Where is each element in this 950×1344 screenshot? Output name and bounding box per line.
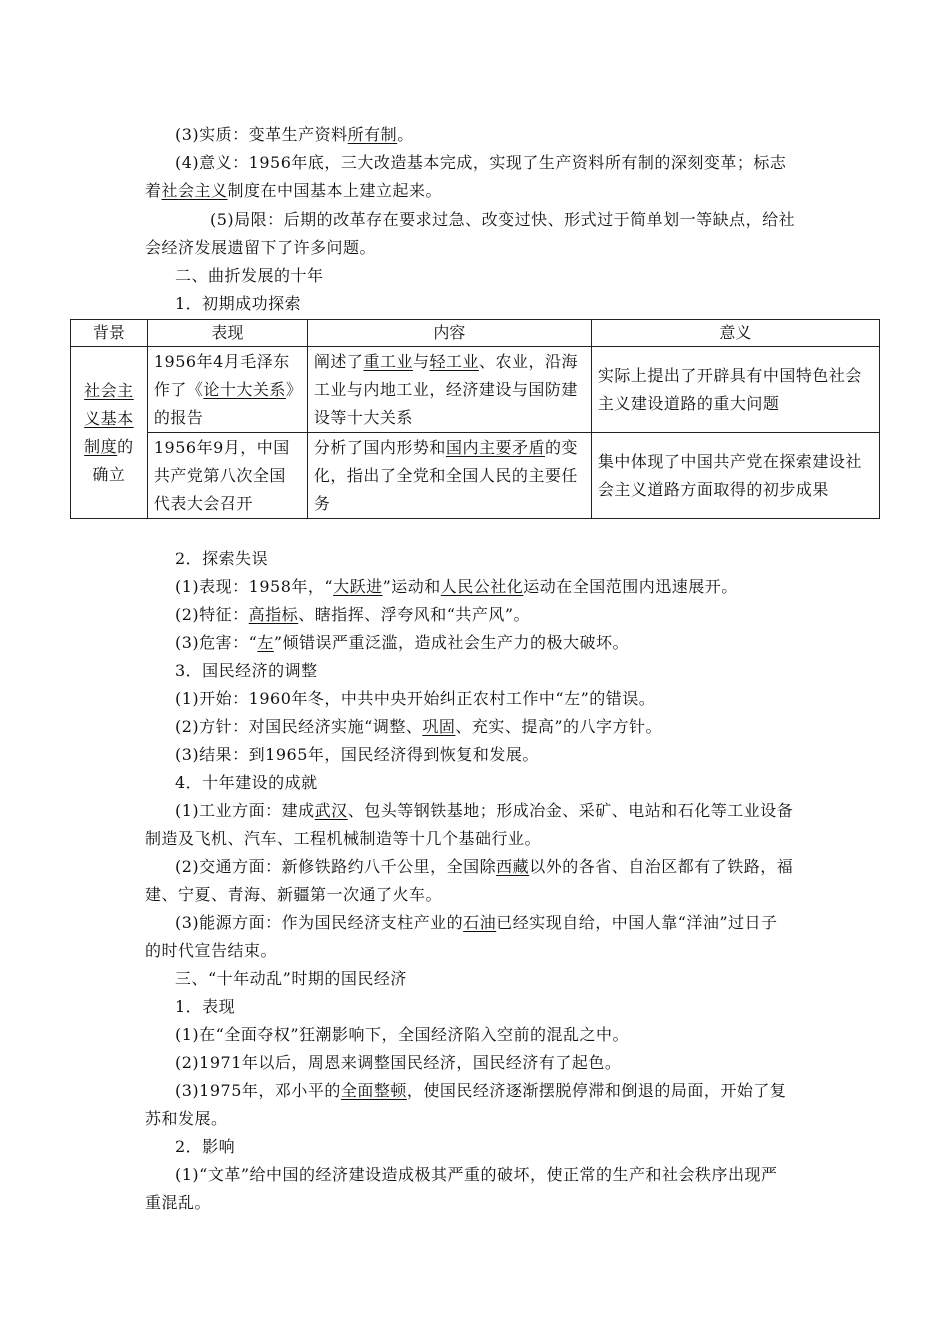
- underlined-keyword: 重工业: [363, 351, 413, 371]
- text-segment: 建、宁夏、青海、新疆第一次通了火车。: [145, 885, 443, 904]
- text-segment: 已经实现自给，中国人靠“洋油”过日子: [496, 913, 778, 932]
- underlined-keyword: 西藏: [496, 857, 530, 876]
- text-segment: 制造及飞机、汽车、工程机械制造等十几个基础行业。: [145, 829, 542, 848]
- table-row: [71, 433, 880, 519]
- header-content: 内容: [307, 320, 591, 347]
- text-segment: 着: [145, 181, 162, 200]
- text-line: [175, 1137, 235, 1157]
- text-line: [145, 885, 442, 905]
- significance-cell: [591, 433, 879, 519]
- text-segment: 、农业，沿海工业与内地工业，经济建设与国防建设等十大关系: [313, 351, 578, 427]
- underlined-keyword: 国内主要矛盾: [445, 437, 545, 457]
- text-line: [175, 913, 778, 933]
- underlined-keyword: 轻工业: [429, 351, 479, 371]
- header-significance: 意义: [591, 320, 879, 347]
- text-segment: 。: [397, 125, 414, 144]
- text-segment: (1)在“全面夺权”狂潮影响下，全国经济陷入空前的混乱之中。: [175, 1025, 630, 1044]
- underlined-keyword: 武汉: [314, 801, 348, 820]
- text-segment: 1956年9月，中国共产党第八次全国代表大会召开: [153, 437, 290, 513]
- text-segment: 2．探索失误: [175, 549, 269, 568]
- text-line: [175, 1081, 786, 1101]
- underlined-keyword: 论十大关系: [203, 379, 286, 399]
- text-segment: (3)结果：到1965年，国民经济得到恢复和发展。: [175, 745, 539, 764]
- background-cell: [71, 347, 148, 519]
- text-segment: 重混乱。: [145, 1193, 212, 1212]
- text-segment: 会经济发展遗留下了许多问题。: [145, 238, 377, 257]
- exploration-table: [70, 319, 880, 519]
- text-segment: 、瞎指挥、浮夸风和“共产风”。: [298, 605, 531, 624]
- text-line: [145, 829, 541, 849]
- text-line: [175, 153, 786, 173]
- underlined-keyword: 石油: [463, 913, 497, 932]
- text-segment: (3)1975年，邓小平的: [175, 1081, 341, 1100]
- text-line: [145, 181, 442, 201]
- underlined-keyword: 巩固: [422, 717, 456, 736]
- text-line: [175, 1025, 629, 1045]
- text-segment: 4．十年建设的成就: [175, 773, 318, 792]
- underlined-keyword: 左: [257, 633, 274, 652]
- text-line: [210, 210, 795, 230]
- text-segment: ，使国民经济逐渐摆脱停滞和倒退的局面，开始了复: [406, 1081, 787, 1100]
- text-line: [175, 717, 662, 737]
- expression-cell: [147, 347, 307, 433]
- text-segment: (1)“文革”给中国的经济建设造成极其严重的破坏，使正常的生产和社会秩序出现严: [175, 1165, 778, 1184]
- text-segment: 、包头等钢铁基地；形成冶金、采矿、电站和石化等工业设备: [347, 801, 794, 820]
- text-segment: (4)意义：1956年底，三大改造基本完成，实现了生产资料所有制的深刻变革；标志: [175, 153, 787, 172]
- text-segment: 1956年4月毛泽东作了《: [153, 351, 290, 399]
- expression-cell: [147, 433, 307, 519]
- text-segment: 、充实、提高”的八字方针。: [455, 717, 663, 736]
- text-segment: 3．国民经济的调整: [175, 661, 318, 680]
- text-segment: 阐述了: [313, 351, 364, 371]
- text-line: [175, 266, 324, 286]
- underlined-keyword: 人民公社化: [440, 577, 524, 596]
- significance-cell: [591, 347, 879, 433]
- text-line: [175, 969, 407, 989]
- text-segment: 1．表现: [175, 997, 236, 1016]
- text-line: [175, 125, 414, 145]
- header-expression: 表现: [147, 320, 307, 347]
- text-segment: 》的报告: [153, 379, 295, 427]
- underlined-keyword: 大跃进: [333, 577, 383, 596]
- underlined-keyword: 社会主义基本制度: [84, 380, 134, 456]
- text-segment: 2．影响: [175, 1137, 236, 1156]
- text-line: [145, 1193, 211, 1213]
- text-line: [175, 605, 530, 625]
- text-segment: (3)危害：“: [175, 633, 258, 652]
- text-segment: (1)表现：1958年，“: [175, 577, 334, 596]
- text-line: [175, 773, 318, 793]
- text-segment: 的确立: [92, 436, 134, 484]
- text-segment: (2)交通方面：新修铁路约八千公里，全国除: [175, 857, 497, 876]
- text-segment: (3)能源方面：作为国民经济支柱产业的: [175, 913, 464, 932]
- text-line: [175, 633, 629, 653]
- text-segment: 的变化，指出了全党和全国人民的主要任务: [313, 437, 578, 513]
- text-line: [175, 689, 655, 709]
- text-segment: 制度在中国基本上建立起来。: [227, 181, 443, 200]
- text-segment: ”倾错误严重泛滥，造成社会生产力的极大破坏。: [273, 633, 630, 652]
- underlined-keyword: 所有制: [347, 125, 398, 144]
- text-line: [175, 1053, 621, 1073]
- underlined-keyword: 高指标: [248, 605, 299, 624]
- text-line: [175, 294, 301, 314]
- text-segment: ”运动和: [382, 577, 441, 596]
- text-segment: (2)方针：对国民经济实施“调整、: [175, 717, 423, 736]
- text-segment: 运动在全国范围内迅速展开。: [523, 577, 738, 596]
- text-line: [175, 577, 738, 597]
- text-line: [175, 997, 235, 1017]
- text-segment: 分析了国内形势和: [313, 437, 446, 457]
- text-line: [145, 941, 277, 961]
- text-line: [175, 801, 793, 821]
- text-segment: (3)实质：变革生产资料: [175, 125, 348, 144]
- text-segment: (5)局限：后期的改革存在要求过急、改变过快、形式过于简单划一等缺点，给社: [210, 210, 796, 229]
- text-segment: 集中体现了中国共产党在探索建设社会主义道路方面取得的初步成果: [597, 451, 862, 499]
- text-segment: (2)1971年以后，周恩来调整国民经济，国民经济有了起色。: [175, 1053, 622, 1072]
- text-line: [175, 745, 539, 765]
- text-segment: 以外的各省、自治区都有了铁路，福: [529, 857, 794, 876]
- text-segment: 三、“十年动乱”时期的国民经济: [175, 969, 407, 988]
- text-segment: (2)特征：: [175, 605, 249, 624]
- text-line: [145, 238, 376, 258]
- text-line: [175, 857, 793, 877]
- text-segment: 二、曲折发展的十年: [175, 266, 324, 285]
- text-segment: 与: [412, 351, 430, 371]
- text-line: [145, 1109, 228, 1129]
- text-segment: (1)开始：1960年冬，中共中央开始纠正农村工作中“左”的错误。: [175, 689, 656, 708]
- header-background: 背景: [71, 320, 148, 347]
- underlined-keyword: 社会主义: [161, 181, 228, 200]
- text-segment: 1．初期成功探索: [175, 294, 302, 313]
- text-line: [175, 549, 268, 569]
- content-cell: [307, 433, 591, 519]
- text-segment: 苏和发展。: [145, 1109, 228, 1128]
- table-header-row: [71, 320, 880, 347]
- underlined-keyword: 全面整顿: [340, 1081, 407, 1100]
- text-segment: (1)工业方面：建成: [175, 801, 315, 820]
- text-segment: 实际上提出了开辟具有中国特色社会主义建设道路的重大问题: [597, 365, 862, 413]
- content-cell: [307, 347, 591, 433]
- table-row: [71, 347, 880, 433]
- text-line: [175, 661, 318, 681]
- text-line: [175, 1165, 778, 1185]
- text-segment: 的时代宣告结束。: [145, 941, 278, 960]
